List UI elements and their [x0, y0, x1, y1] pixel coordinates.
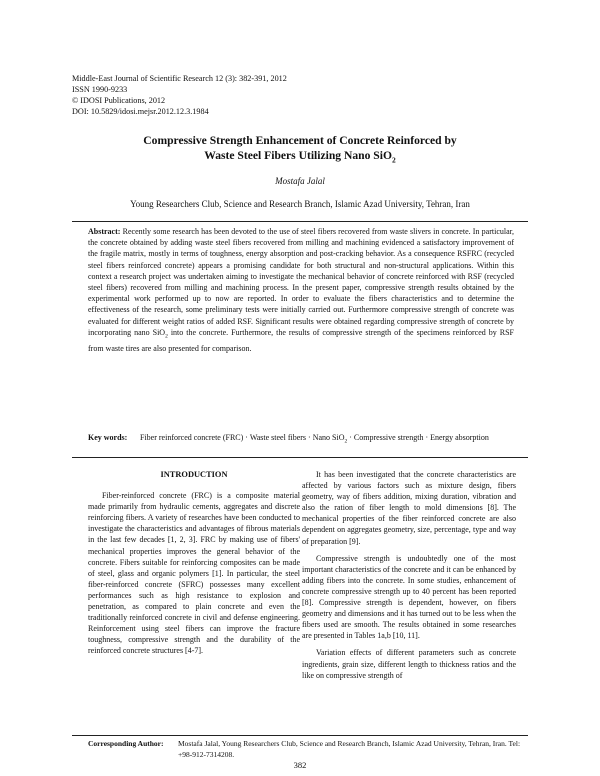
corresponding-author-label: Corresponding Author:: [88, 739, 164, 748]
journal-issn: ISSN 1990-9233: [72, 85, 128, 95]
abstract-text-2: into the concrete. Furthermore, the results of compressive strength of the specimens reinforced by RSF from waste tires are also presented for comparison.: [88, 327, 514, 353]
intro-paragraph-2: It has been investigated that the concrete characteristics are affected by various factors such as mixture design, fibers geometry, way of fibers addition, mixing duration, vibration and also the ration of fiber length to mold dimensions [8]. The mechanical properties of the fiber reinforced concrete are also dependent on aggregates geometry, size, percentage, type and way of preparation [9].: [302, 470, 516, 546]
abstract: Abstract: Recently some research has been devoted to the use of steel fibers recovered from waste slivers in concrete. In particular, the concrete obtained by adding waste steel fibers recovered from milling and machining evidenced a satisfactory improvement of the fragile matrix, mostly in terms of toughness, energy absorption and post-cracking behavior. As a consequence RSFRC (recycled steel fibers reinforced concrete) appears a promising candidate for both structural and non-structural applications. Within this context a research project was undertaken aiming to investigate the mechanical behavior of concrete reinforced with RSF (recycled steel fibers) recovered from milling and machining process. In the present paper, compressive strength results obtained by the experimental work performed up to now are reported. In order to evaluate the fibers characteristics and to determine the effectiveness of the research, some preliminary tests were initially carried out. Furthermore compressive strength of concrete was evaluated for different weight ratios of added RSF. Significant results were obtained regarding compressive strength of concrete by incorporating nano SiO$_2$ into the concrete. Furthermore, the results of compressive strength of the specimens reinforced by RSF from waste tires are also presented for comparison.: [88, 227, 514, 353]
journal-copyright: © IDOSI Publications, 2012: [72, 96, 166, 106]
intro-paragraph-3: Compressive strength is undoubtedly one of the most important characteristics of the concrete and it can be enhanced by adding fibers into the concrete. In some studies, enhancement of concrete compressive strength up to 40 percent has been reported [8]. Compressive strength is dependent, however, on fibers geometry and dimensions and it has turned out to be less when the fibers used are smooth. The results obtained in some researches are presented in Tables 1a,b [10, 11].: [302, 553, 516, 641]
keywords-label: Key words:: [88, 433, 128, 442]
journal-citation: Middle-East Journal of Scientific Research 12 (3): 382-391, 2012: [72, 74, 287, 83]
column-left: [88, 441, 300, 662]
author-name: Mostafa Jalal: [275, 176, 325, 186]
abstract-text-1: Recently some research has been devoted to the use of steel fibers recovered from waste slivers in concrete. In particular, the concrete obtained by adding waste steel fibers recovered from milling and machining evidenced a satisfactory improvement of the fragile matrix, mostly in terms of toughness, energy absorption and post-cracking behavior. As a consequence RSFRC (recycled steel fibers reinforced concrete) appears a promising candidate for both structural and non-structural applications. Within this context a research project was undertaken aiming to investigate the mechanical behavior of concrete reinforced with RSF (recycled steel fibers) recovered from milling and machining process. In the present paper, compressive strength results obtained by the experimental work performed up to now are reported. In order to evaluate the fibers characteristics and to determine the effectiveness of the research, some preliminary tests were initially carried out. Furthermore compressive strength of concrete was evaluated for different weight ratios of added RSF. Significant results were obtained regarding compressive strength of concrete by incorporating nano SiO: [88, 227, 514, 337]
title-line-1: Compressive Strength Enhancement of Concrete Reinforced by: [143, 134, 457, 147]
keywords-list: Fiber reinforced concrete (FRC) · Waste steel fibers · Nano SiO$_2$ · Compressive strength · Energy absorption: [140, 433, 489, 445]
corresponding-author-details: Mostafa Jalal, Young Researchers Club, Science and Research Branch, Islamic Azad University, Tehran, Iran. Tel: +98-912-7314208.: [178, 739, 521, 759]
journal-info: [72, 73, 287, 117]
title-line-2: Waste Steel Fibers Utilizing Nano SiO$_2$: [204, 149, 396, 165]
section-heading-introduction: INTRODUCTION: [160, 470, 228, 479]
journal-doi: DOI: 10.5829/idosi.mejsr.2012.12.3.1984: [72, 107, 209, 117]
column-right: [302, 469, 516, 687]
intro-paragraph-1: Fiber-reinforced concrete (FRC) is a composite material made primarily from hydraulic cements, aggregates and discrete reinforcing fibers. A variety of researches have been conducted to investigate the characteristics and advantages of fibrous materials in the last few decades [1, 2, 3]. FRC by making use of fibers' mechanical properties improves the general behavior of the concrete. Fibers suitable for reinforcing composites can be made of steel, glass and organic polymers [1]. In particular, the steel fiber-reinforced concrete (SFRC) possesses many excellent performances such as high resistance to explosion and penetration, as compared to plain concrete and even the traditionally reinforced concrete in civil and defense engineering. Reinforcement using steel fibers can improve the fracture toughness, compressive strength and the durability of the reinforced concrete structures [4-7].: [88, 491, 300, 656]
footer-rule: [72, 735, 528, 736]
abstract-top-rule: [72, 221, 528, 222]
page-number: 382: [293, 760, 307, 770]
author-affiliation: Young Researchers Club, Science and Research Branch, Islamic Azad University, Tehran, Iran: [130, 199, 470, 209]
intro-paragraph-4: Variation effects of different parameters such as concrete ingredients, grain size, different length to thickness ratios and the like on compressive strength of: [302, 648, 516, 680]
abstract-label: Abstract:: [88, 227, 121, 236]
paper-title: [60, 133, 540, 167]
